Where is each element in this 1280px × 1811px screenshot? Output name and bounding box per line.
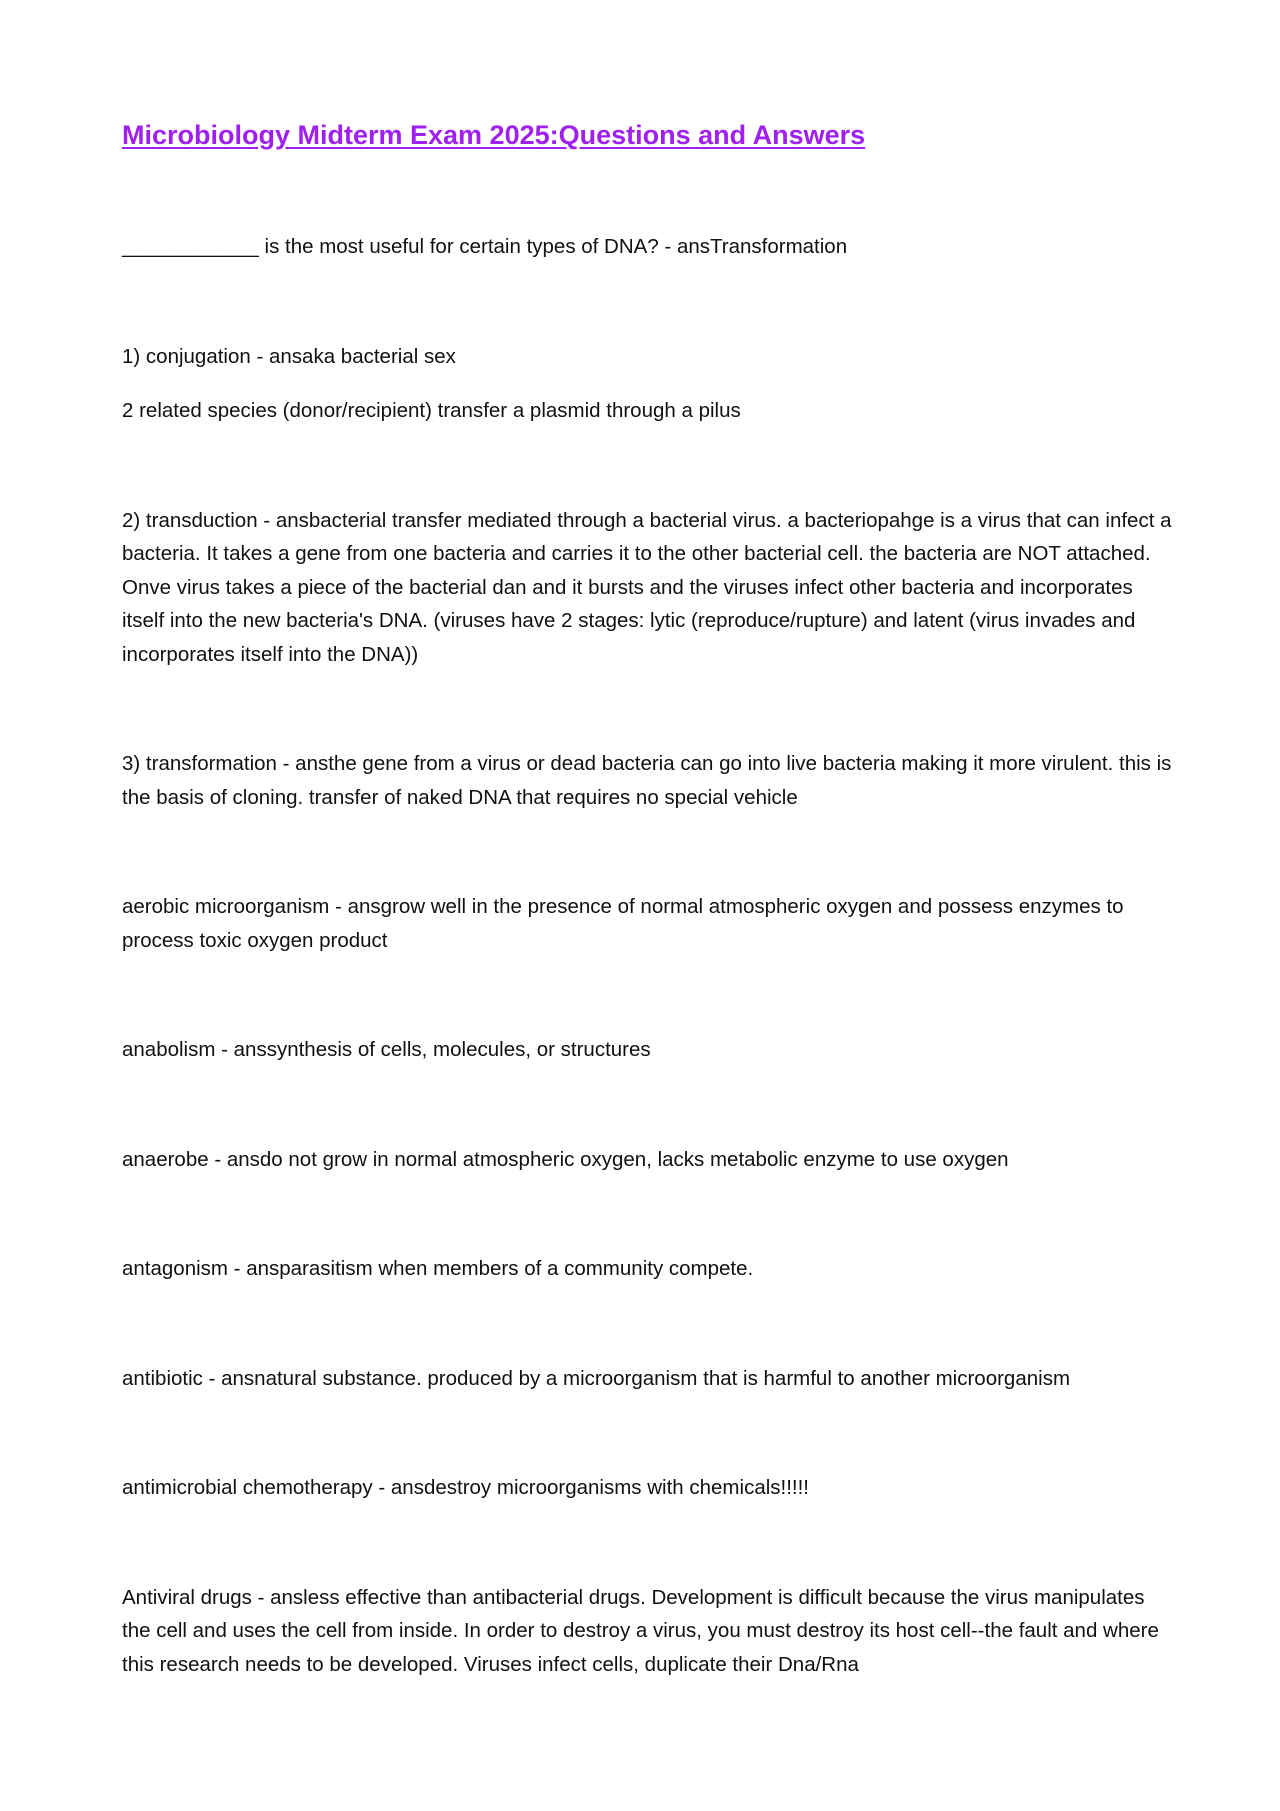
qa-text: aerobic microorganism - ansgrow well in the presence of normal atmospheric oxygen and possess enzymes to process toxic oxygen product [122,895,1124,952]
qa-entry [122,1143,1172,1177]
qa-entry [122,1581,1172,1682]
qa-text: 1) conjugation - ansaka bacterial sex [122,344,456,368]
qa-entry [122,747,1172,814]
qa-text: antagonism - ansparasitism when members of a community compete. [122,1257,754,1280]
qa-text: 3) transformation - ansthe gene from a virus or dead bacteria can go into live bacteria making it more virulent. this is the basis of cloning. transfer of naked DNA that requires no special vehicle [122,752,1172,809]
qa-text: 2) transduction - ansbacterial transfer mediated through a bacterial virus. a bacteriopahge is a virus that can infect a bacteria. It takes a gene from one bacteria and carries it to the other bacterial cell. the bacteria are NOT attached. Onve virus takes a piece of the bacterial dan and it bursts and the viruses infect other bacteria and incorporates itself into the new bacteria's DNA. (viruses have 2 stages: lytic (reproduce/rupture) and latent (virus invades and incorporates itself into the DNA)) [122,508,1172,666]
qa-entry [122,1471,1172,1505]
qa-entry [122,1252,1172,1286]
qa-text: anaerobe - ansdo not grow in normal atmospheric oxygen, lacks metabolic enzyme to use oxygen [122,1147,1009,1171]
qa-text: antibiotic - ansnatural substance. produced by a microorganism that is harmful to another microorganism [122,1366,1071,1390]
document-title[interactable]: Microbiology Midterm Exam 2025:Questions and Answers [122,120,866,150]
qa-entry [122,340,1172,428]
qa-entry [122,504,1172,672]
qa-text: Antiviral drugs - ansless effective than antibacterial drugs. Development is difficult because the virus manipulates the cell and uses the cell from inside. In order to destroy a virus, you must destroy its host cell--the fault and where this research needs to be developed. Viruses infect cells, duplicate their Dna/Rna [122,1585,1159,1676]
qa-text: anabolism - anssynthesis of cells, molecules, or structures [122,1038,651,1061]
qa-text: antimicrobial chemotherapy - ansdestroy microorganisms with chemicals!!!!! [122,1476,810,1499]
qa-entry [122,230,1172,264]
qa-list [122,230,1172,1681]
qa-text: ____________ is the most useful for certain types of DNA? - ansTransformation [122,235,848,258]
qa-text: 2 related species (donor/recipient) transfer a plasmid through a pilus [122,399,741,422]
qa-entry [122,1033,1172,1067]
qa-entry [122,890,1172,957]
document-body [122,118,1172,1681]
qa-entry [122,1362,1172,1396]
